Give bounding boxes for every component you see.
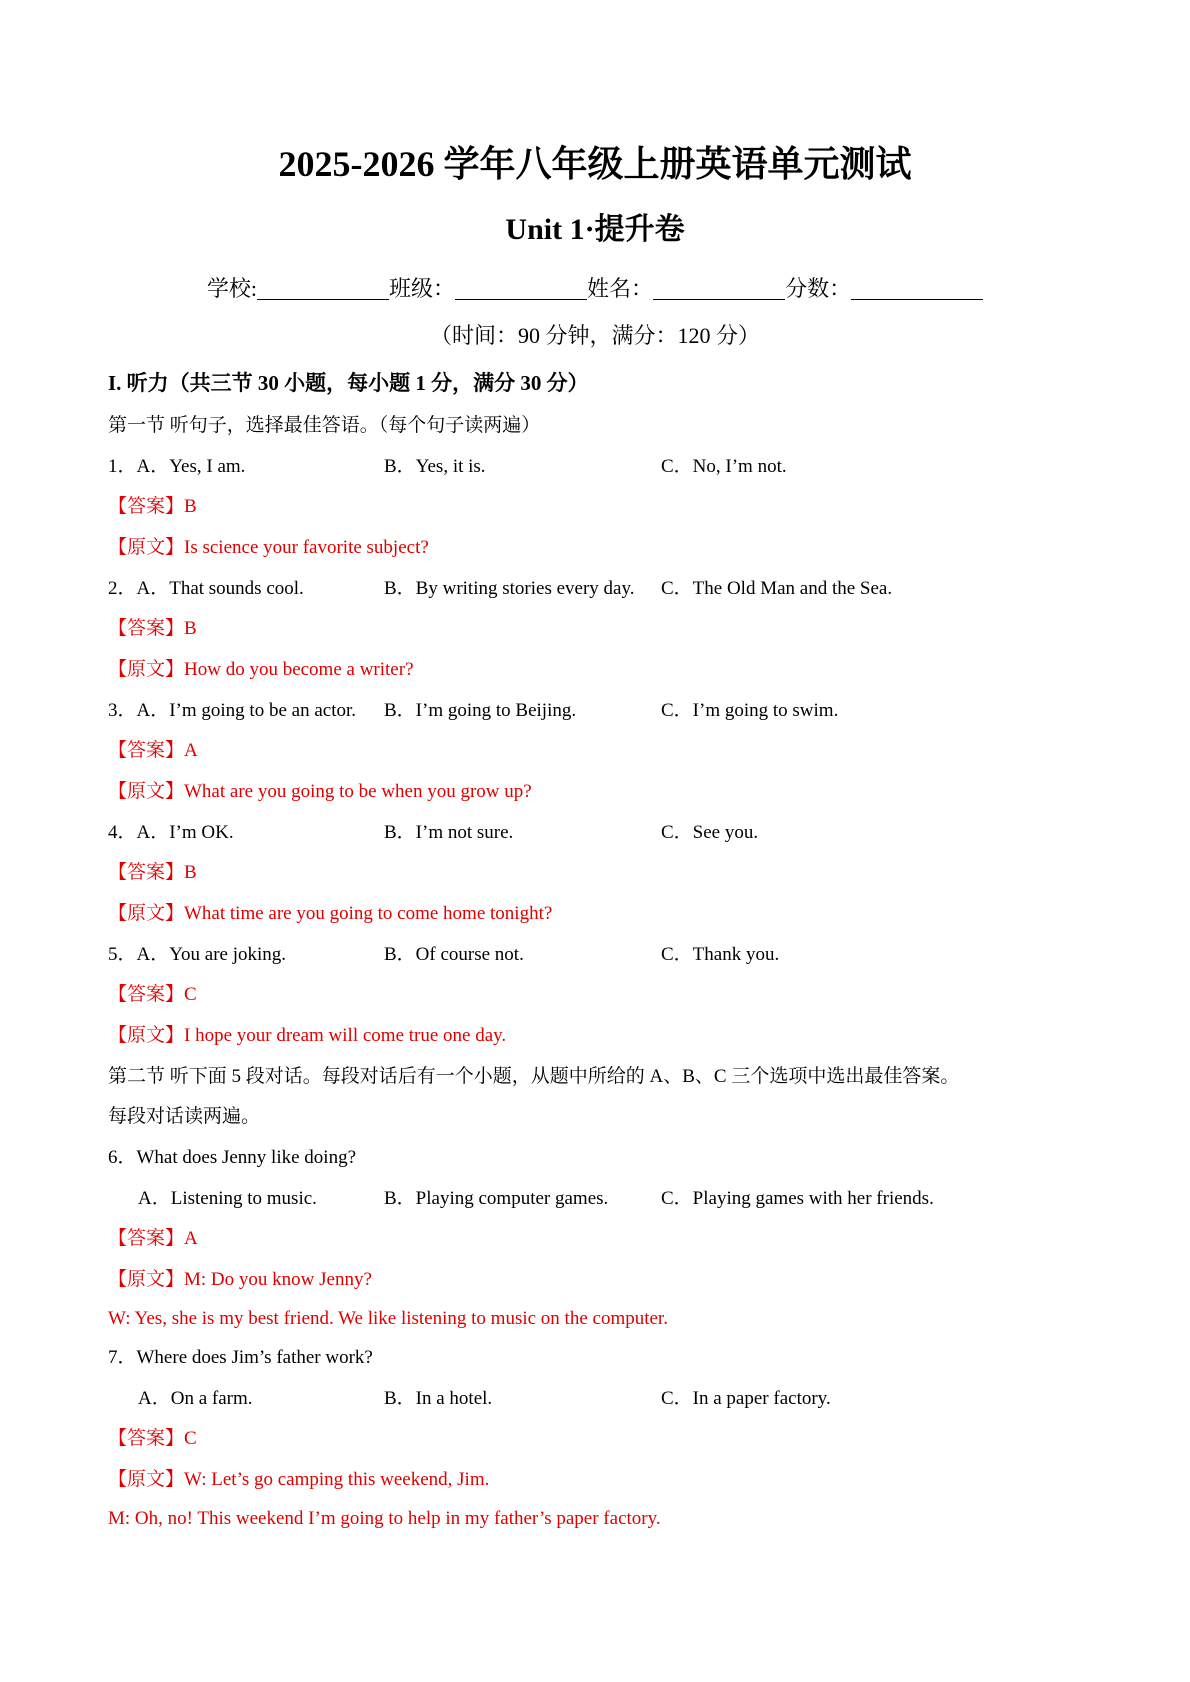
section-heading: I. 听力（共三节 30 小题，每小题 1 分，满分 30 分） — [108, 371, 589, 395]
option-b: B．Of course not. — [384, 944, 524, 965]
time-info: （时间：90 分钟，满分：120 分） — [429, 323, 760, 348]
option-b: B．Playing computer games. — [384, 1188, 609, 1209]
option-c: C．No, I’m not. — [661, 456, 787, 477]
score-label: 分数： — [785, 276, 852, 301]
option-c: C．Playing games with her friends. — [661, 1188, 934, 1209]
class-label: 班级： — [389, 276, 456, 301]
script-line-cont: M: Oh, no! This weekend I’m going to help in my father’s paper factory. — [108, 1508, 661, 1529]
option-c: C．In a paper factory. — [661, 1388, 831, 1409]
option-a: 2．A．That sounds cool. — [108, 578, 304, 599]
option-a: 1．A．Yes, I am. — [108, 456, 246, 477]
option-b: B．Yes, it is. — [384, 456, 486, 477]
answer-line: 【答案】A — [108, 1228, 198, 1249]
option-c: C．The Old Man and the Sea. — [661, 578, 893, 599]
answer-line: 【答案】C — [108, 1428, 197, 1449]
option-c: C．I’m going to swim. — [661, 700, 839, 721]
answer-line: 【答案】B — [108, 618, 197, 639]
script-line: 【原文】How do you become a writer? — [108, 659, 414, 680]
script-line: 【原文】M: Do you know Jenny? — [108, 1269, 372, 1290]
option-b: B．I’m going to Beijing. — [384, 700, 577, 721]
page-subtitle: Unit 1·提升卷 — [505, 213, 685, 246]
part2-instruction-cont: 每段对话读两遍。 — [108, 1106, 261, 1127]
script-line: 【原文】I hope your dream will come true one day. — [108, 1025, 507, 1046]
script-line: 【原文】Is science your favorite subject? — [108, 537, 429, 558]
answer-line: 【答案】C — [108, 984, 197, 1005]
option-a: 3．A．I’m going to be an actor. — [108, 700, 357, 721]
option-c: C．Thank you. — [661, 944, 780, 965]
option-a: 4．A．I’m OK. — [108, 822, 234, 843]
page-title: 2025-2026 学年八年级上册英语单元测试 — [278, 144, 912, 184]
script-line: 【原文】What time are you going to come home tonight? — [108, 903, 553, 924]
answer-line: 【答案】B — [108, 496, 197, 517]
student-info-line — [0, 272, 1190, 306]
part1-instruction: 第一节 听句子，选择最佳答语。（每个句子读两遍） — [108, 415, 541, 436]
score-blank[interactable] — [851, 277, 983, 300]
question-stem: 7．Where does Jim’s father work? — [108, 1347, 373, 1368]
option-b: B．I’m not sure. — [384, 822, 514, 843]
name-blank[interactable] — [653, 277, 785, 300]
question-stem: 6．What does Jenny like doing? — [108, 1147, 357, 1168]
answer-line: 【答案】A — [108, 740, 198, 761]
option-a: A．On a farm. — [138, 1388, 253, 1409]
name-label: 姓名： — [587, 276, 654, 301]
script-line-cont: W: Yes, she is my best friend. We like listening to music on the computer. — [108, 1308, 668, 1329]
script-line: 【原文】What are you going to be when you grow up? — [108, 781, 532, 802]
option-a: 5．A．You are joking. — [108, 944, 287, 965]
answer-line: 【答案】B — [108, 862, 197, 883]
part2-instruction: 第二节 听下面 5 段对话。每段对话后有一个小题，从题中所给的 A、B、C 三个选项中选出最佳答案。 — [108, 1066, 960, 1087]
script-line: 【原文】W: Let’s go camping this weekend, Jim. — [108, 1469, 490, 1490]
option-c: C．See you. — [661, 822, 759, 843]
school-blank[interactable] — [257, 277, 389, 300]
school-label: 学校: — [206, 276, 258, 301]
class-blank[interactable] — [455, 277, 587, 300]
option-b: B．In a hotel. — [384, 1388, 493, 1409]
option-b: B．By writing stories every day. — [384, 578, 635, 599]
option-a: A．Listening to music. — [138, 1188, 317, 1209]
